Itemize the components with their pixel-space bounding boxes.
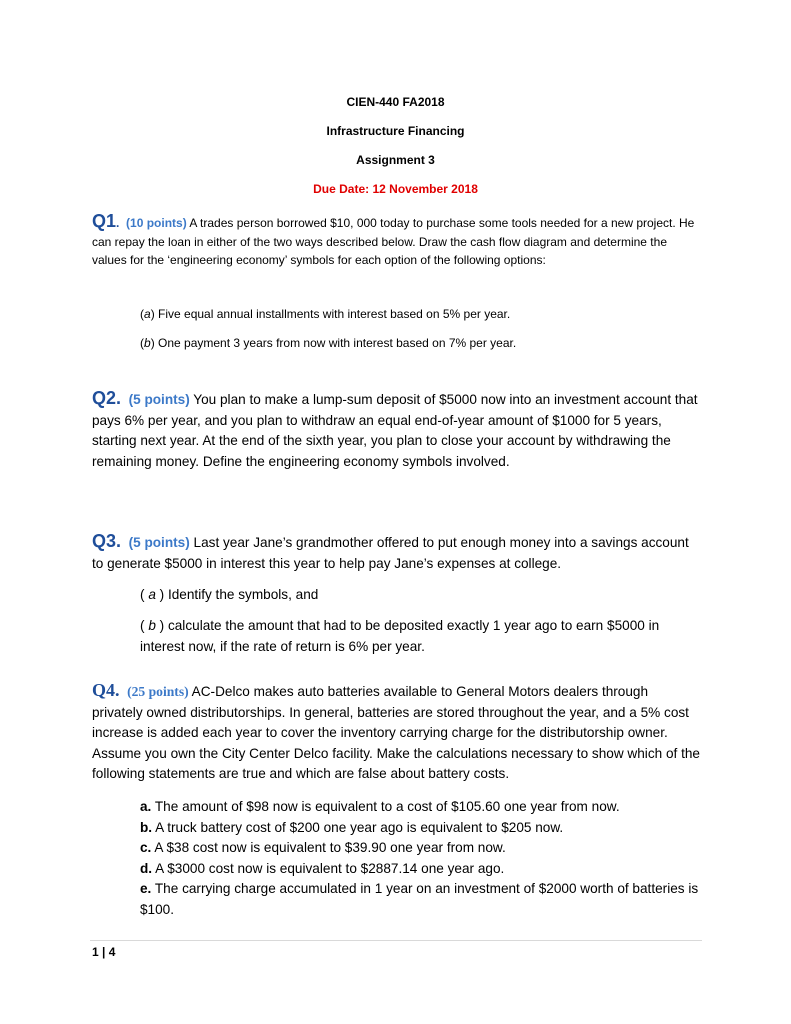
question-4-number: Q4. [92, 680, 120, 700]
question-3-points: (5 points) [128, 535, 190, 550]
question-2-number: Q2. [92, 388, 122, 408]
part-a-label: a [148, 587, 156, 602]
statement-item: e. The carrying charge accumulated in 1 year on an investment of $2000 worth of batteries is $100. [140, 881, 699, 917]
question-4-text: AC-Delco makes auto batteries available to General Motors dealers through privately owned distributorships. In general, batteries are stored throughout the year, and a 5% cost increase is added each year to cover the inventory carrying charge for the distributorship owner. Assume you own the City Center Delco facility. Make the calculations necessary to show which of the following statements are true and which are false about battery costs. [92, 684, 700, 782]
question-4-points: (25 points) [127, 684, 189, 699]
course-subject: Infrastructure Financing [326, 124, 465, 138]
footer-divider [90, 940, 702, 941]
option-a-text: ) Five equal annual installments with interest based on 5% per year. [150, 307, 511, 321]
statement-list [140, 797, 700, 921]
question-3 [92, 531, 702, 574]
option-b-label: b [144, 336, 151, 350]
assignment-title: Assignment 3 [356, 153, 435, 167]
question-3-part-a: ( a ) Identify the symbols, and [140, 587, 319, 602]
question-3-text: Last year Jane’s grandmother offered to put enough money into a savings account to generate $5000 in interest this year to help pay Jane’s expenses at college. [92, 535, 689, 571]
part-b-label: b [148, 618, 156, 633]
question-2-text: You plan to make a lump-sum deposit of $5000 now into an investment account that pays 6% per year, and you plan to withdraw an equal end-of-year amount of $1000 for 5 years, starting next year. At the end of the sixth year, you plan to close your account by withdrawing the remaining money. Define the engineering economy symbols involved. [92, 392, 698, 469]
statement-item: c. A $38 cost now is equivalent to $39.90 one year from now. [140, 840, 506, 856]
option-a-label: a [144, 307, 151, 321]
question-1-number: Q1 [92, 211, 117, 231]
statement-item: b. A truck battery cost of $200 one year ago is equivalent to $205 now. [140, 819, 564, 835]
question-4 [92, 680, 702, 785]
part-b-text: ) calculate the amount that had to be deposited exactly 1 year ago to earn $5000 in interest now, if the rate of return is 6% per year. [140, 618, 660, 654]
question-2-points: (5 points) [128, 392, 190, 407]
question-3-part-b: ( b ) calculate the amount that had to be deposited exactly 1 year ago to earn $5000 in interest now, if the rate of return is 6% per year. [140, 618, 660, 654]
page-number: 1 | 4 [92, 945, 116, 959]
statement-item: a. The amount of $98 now is equivalent to a cost of $105.60 one year from now. [140, 799, 620, 814]
statement-item: d. A $3000 cost now is equivalent to $2887.14 one year ago. [140, 860, 505, 876]
due-date: Due Date: 12 November 2018 [313, 182, 478, 196]
question-3-number: Q3. [92, 531, 122, 551]
question-1-points: (10 points) [126, 216, 187, 230]
course-code: CIEN-440 FA2018 [346, 95, 445, 109]
question-1-option-a: (a) Five equal annual installments with interest based on 5% per year. [140, 307, 511, 321]
question-2 [92, 388, 702, 472]
question-1-text: A trades person borrowed $10, 000 today to purchase some tools needed for a new project. He can repay the loan in either of the two ways described below. Draw the cash flow diagram and determine the values for the ‘engineering economy’ symbols for each option of the following options: [92, 216, 695, 267]
option-b-text: ) One payment 3 years from now with interest based on 7% per year. [150, 336, 517, 350]
part-a-text: ) Identify the symbols, and [155, 587, 319, 602]
question-1-option-b: (b) One payment 3 years from now with interest based on 7% per year. [140, 336, 517, 350]
question-1-dot: . [116, 216, 120, 230]
question-1 [92, 212, 702, 270]
